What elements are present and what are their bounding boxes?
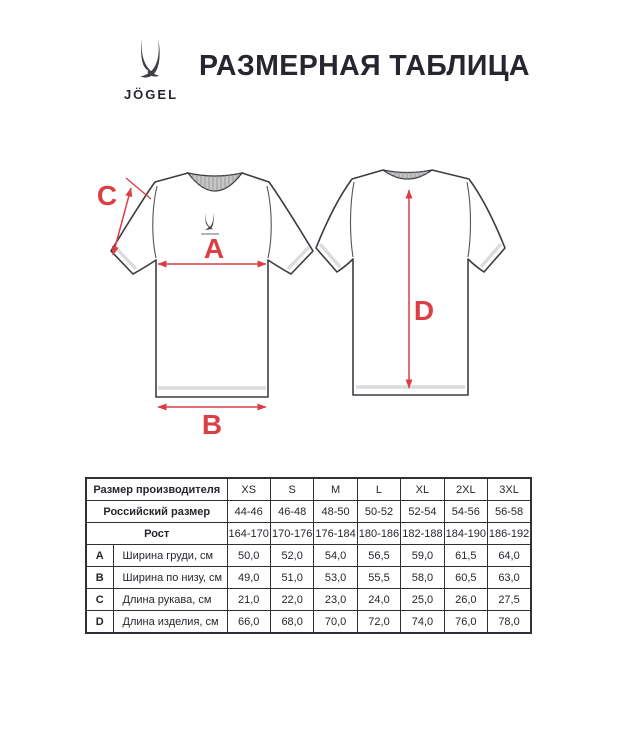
value-cell: 56,5: [357, 545, 400, 567]
row-sleeve-length: [86, 589, 531, 611]
value-cell: 27,5: [488, 589, 531, 611]
size-cell: 2XL: [444, 478, 487, 501]
jogel-wordmark: JÖGEL: [123, 87, 179, 102]
row-header: Рост: [86, 523, 227, 545]
value-cell: 25,0: [401, 589, 444, 611]
back-shirt: [316, 170, 505, 395]
value-cell: 66,0: [227, 611, 270, 634]
value-cell: 51,0: [270, 567, 313, 589]
row-item-length: [86, 611, 531, 634]
value-cell: 74,0: [401, 611, 444, 634]
size-cell: 186-192: [488, 523, 531, 545]
row-chest-width: [86, 545, 531, 567]
value-cell: 52,0: [270, 545, 313, 567]
value-cell: 68,0: [270, 611, 313, 634]
size-cell: 176-184: [314, 523, 357, 545]
value-cell: 24,0: [357, 589, 400, 611]
size-cell: 44-46: [227, 501, 270, 523]
label-chest-width: A: [203, 233, 225, 264]
measure-letter: A: [86, 545, 113, 567]
value-cell: 64,0: [488, 545, 531, 567]
label-bottom-width: B: [201, 409, 223, 440]
back-shirt-outline: [316, 170, 505, 395]
value-cell: 61,5: [444, 545, 487, 567]
size-cell: 170-176: [270, 523, 313, 545]
row-russian-size: [86, 501, 531, 523]
value-cell: 55,5: [357, 567, 400, 589]
size-cell: 180-186: [357, 523, 400, 545]
size-cell: 50-52: [357, 501, 400, 523]
row-height: [86, 523, 531, 545]
size-cell: 46-48: [270, 501, 313, 523]
size-cell: M: [314, 478, 357, 501]
front-shirt-outline: [111, 173, 313, 397]
value-cell: 72,0: [357, 611, 400, 634]
size-cell: 54-56: [444, 501, 487, 523]
value-cell: 54,0: [314, 545, 357, 567]
measure-name: Длина изделия, см: [113, 611, 227, 634]
size-cell: 52-54: [401, 501, 444, 523]
value-cell: 78,0: [488, 611, 531, 634]
value-cell: 50,0: [227, 545, 270, 567]
size-cell: 182-188: [401, 523, 444, 545]
value-cell: 58,0: [401, 567, 444, 589]
size-table: [85, 477, 532, 634]
value-cell: 26,0: [444, 589, 487, 611]
size-cell: L: [357, 478, 400, 501]
page-title: РАЗМЕРНАЯ ТАБЛИЦА: [199, 50, 530, 82]
value-cell: 22,0: [270, 589, 313, 611]
value-cell: 53,0: [314, 567, 357, 589]
size-cell: XS: [227, 478, 270, 501]
size-cell: 48-50: [314, 501, 357, 523]
row-bottom-width: [86, 567, 531, 589]
size-cell: XL: [401, 478, 444, 501]
value-cell: 76,0: [444, 611, 487, 634]
label-item-length: D: [413, 295, 435, 326]
label-sleeve-length: C: [96, 180, 118, 211]
row-header: Размер производителя: [86, 478, 227, 501]
size-cell: 164-170: [227, 523, 270, 545]
measure-letter: D: [86, 611, 113, 634]
row-manufacturer-size: [86, 478, 531, 501]
tshirt-measurement-diagram: [82, 148, 542, 448]
front-shirt: [111, 173, 313, 397]
value-cell: 49,0: [227, 567, 270, 589]
measure-name: Ширина груди, см: [113, 545, 227, 567]
measure-name: Ширина по низу, см: [113, 567, 227, 589]
value-cell: 59,0: [401, 545, 444, 567]
size-cell: S: [270, 478, 313, 501]
size-cell: 3XL: [488, 478, 531, 501]
value-cell: 60,5: [444, 567, 487, 589]
size-cell: 184-190: [444, 523, 487, 545]
measure-name: Длина рукава, см: [113, 589, 227, 611]
row-header: Российский размер: [86, 501, 227, 523]
value-cell: 23,0: [314, 589, 357, 611]
measure-letter: C: [86, 589, 113, 611]
jogel-logo-icon: [136, 38, 164, 82]
shoulder-seam-tick: [126, 178, 151, 199]
value-cell: 70,0: [314, 611, 357, 634]
size-cell: 56-58: [488, 501, 531, 523]
value-cell: 21,0: [227, 589, 270, 611]
measure-letter: B: [86, 567, 113, 589]
value-cell: 63,0: [488, 567, 531, 589]
